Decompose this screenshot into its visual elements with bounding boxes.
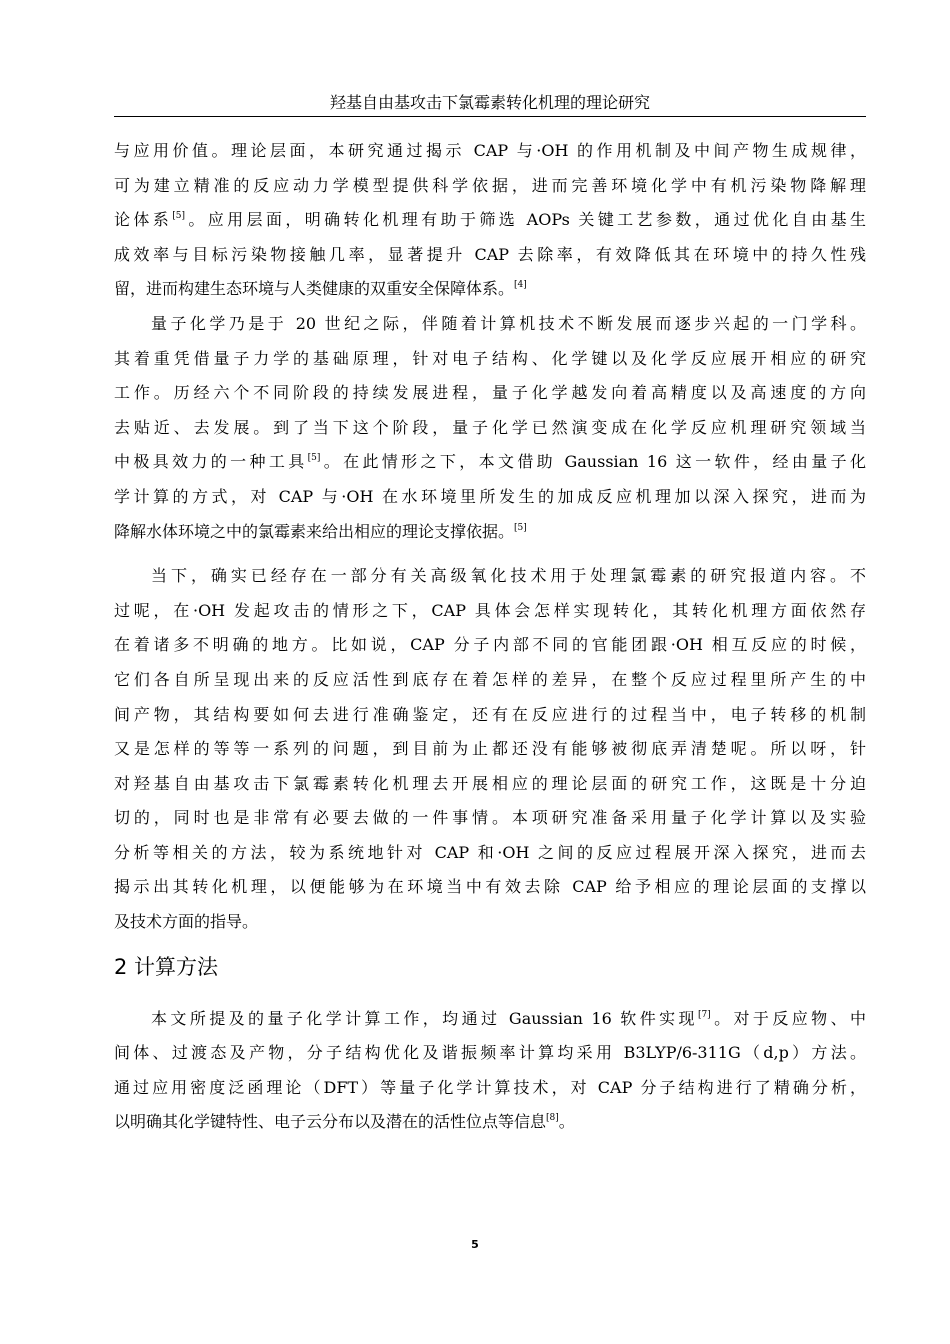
paragraph-2 (114, 307, 866, 549)
text-line (114, 836, 866, 871)
paragraph-spacer (114, 549, 866, 559)
line-text: 量子化学乃是于 20 世纪之际，伴随着计算机技术不断发展而逐步兴起的一门学科。 (151, 313, 866, 333)
line-text: 又是怎样的等等一系列的问题，到目前为止都还没有能够被彻底弄清楚呢。所以呀，针 (114, 739, 866, 759)
line-text: 切的，同时也是非常有必要去做的一件事情。本项研究准备采用量子化学计算以及实验 (114, 808, 866, 828)
header-rule (114, 116, 866, 117)
text-line (114, 628, 866, 663)
line-text: 通过应用密度泛函理论（DFT）等量子化学计算技术，对 CAP 分子结构进行了精确分析， (114, 1077, 866, 1097)
line-text: 。应用层面，明确转化机理有助于筛选 AOPs 关键工艺参数，通过优化自由基生 (184, 210, 866, 230)
text-line (114, 307, 866, 342)
text-line (114, 411, 866, 446)
text-line (114, 801, 866, 836)
citation: [4] (514, 280, 527, 291)
line-text: 。 (558, 1112, 575, 1132)
text-line (114, 1071, 866, 1106)
line-text: 。在此情形之下，本文借助 Gaussian 16 这一软件，经由量子化 (320, 452, 866, 472)
line-text: 当下，确实已经存在一部分有关高级氧化技术用于处理氯霉素的研究报道内容。不 (151, 566, 866, 586)
section-paragraph-1 (114, 1002, 866, 1140)
line-text: 与应用价值。理论层面，本研究通过揭示 CAP 与·OH 的作用机制及中间产物生成规律， (114, 141, 866, 160)
section-heading: 2 计算方法 (114, 954, 219, 979)
text-line (114, 905, 866, 940)
text-line (114, 134, 866, 169)
line-text: 过呢，在·OH 发起攻击的情形之下，CAP 具体会怎样实现转化，其转化机理方面依然存 (114, 600, 866, 620)
line-text: 去贴近、去发展。到了当下这个阶段，量子化学已然演变成在化学反应机理研究领域当 (114, 417, 866, 437)
line-text: 其着重凭借量子力学的基础原理，针对电子结构、化学键以及化学反应展开相应的研究 (114, 348, 866, 368)
line-text: 工作。历经六个不同阶段的持续发展进程，量子化学越发向着高精度以及高速度的方向 (114, 383, 866, 403)
body-text (114, 134, 866, 1140)
citation: [5] (307, 453, 321, 464)
text-line (114, 445, 866, 480)
line-text: 对羟基自由基攻击下氯霉素转化机理去开展相应的理论层面的研究工作，这既是十分迫 (114, 773, 866, 793)
line-text: 间体、过渡态及产物，分子结构优化及谐振频率计算均采用 B3LYP/6-311G（d,p）方法。 (114, 1043, 866, 1063)
line-text: 及技术方面的指导。 (114, 912, 259, 932)
citation: [8] (546, 1113, 559, 1124)
line-text: 揭示出其转化机理，以便能够为在环境当中有效去除 CAP 给予相应的理论层面的支撑以 (114, 877, 866, 897)
citation: [5] (514, 522, 527, 533)
text-line (114, 376, 866, 411)
text-line (114, 169, 866, 204)
text-line (114, 203, 866, 238)
text-line (114, 767, 866, 802)
citation: [7] (697, 1009, 711, 1020)
line-text: 中极具效力的一种工具 (114, 452, 308, 472)
text-line (114, 1105, 866, 1140)
line-text: 成效率与目标污染物接触几率，显著提升 CAP 去除率，有效降低其在环境中的持久性残 (114, 244, 866, 264)
text-line (114, 663, 866, 698)
text-line (114, 480, 866, 515)
paragraph-1 (114, 134, 866, 307)
text-line (114, 238, 866, 273)
line-text: 。对于反应物、中 (710, 1008, 866, 1028)
text-line (114, 594, 866, 629)
text-line (114, 515, 866, 550)
text-line (114, 272, 866, 307)
line-text: 在着诸多不明确的地方。比如说，CAP 分子内部不同的官能团跟·OH 相互反应的时候， (114, 635, 866, 655)
text-line (114, 559, 866, 594)
text-line (114, 1036, 866, 1071)
text-line (114, 1002, 866, 1037)
text-line (114, 870, 866, 905)
line-text: 可为建立精准的反应动力学模型提供科学依据，进而完善环境化学中有机污染物降解理 (114, 175, 866, 195)
line-text: 论体系 (114, 210, 173, 230)
paragraph-3 (114, 559, 866, 940)
line-text: 留，进而构建生态环境与人类健康的双重安全保障体系。 (114, 279, 515, 299)
line-text: 它们各自所呈现出来的反应活性到底存在着怎样的差异，在整个反应过程里所产生的中 (114, 669, 866, 689)
line-text: 以明确其化学键特性、电子云分布以及潜在的活性位点等信息 (114, 1112, 547, 1132)
text-line (114, 342, 866, 377)
page-number: 5 (471, 1238, 479, 1251)
running-header: 羟基自由基攻击下氯霉素转化机理的理论研究 (329, 93, 650, 112)
line-text: 间产物，其结构要如何去进行准确鉴定，还有在反应进行的过程当中，电子转移的机制 (114, 704, 866, 724)
line-text: 分析等相关的方法，较为系统地针对 CAP 和·OH 之间的反应过程展开深入探究，进而去 (114, 842, 866, 862)
text-line (114, 698, 866, 733)
citation: [5] (172, 211, 185, 222)
text-line (114, 732, 866, 767)
line-text: 本文所提及的量子化学计算工作，均通过 Gaussian 16 软件实现 (151, 1008, 698, 1028)
line-text: 降解水体环境之中的氯霉素来给出相应的理论支撑依据。 (114, 521, 515, 541)
line-text: 学计算的方式，对 CAP 与·OH 在水环境里所发生的加成反应机理加以深入探究，进而为 (114, 486, 866, 506)
